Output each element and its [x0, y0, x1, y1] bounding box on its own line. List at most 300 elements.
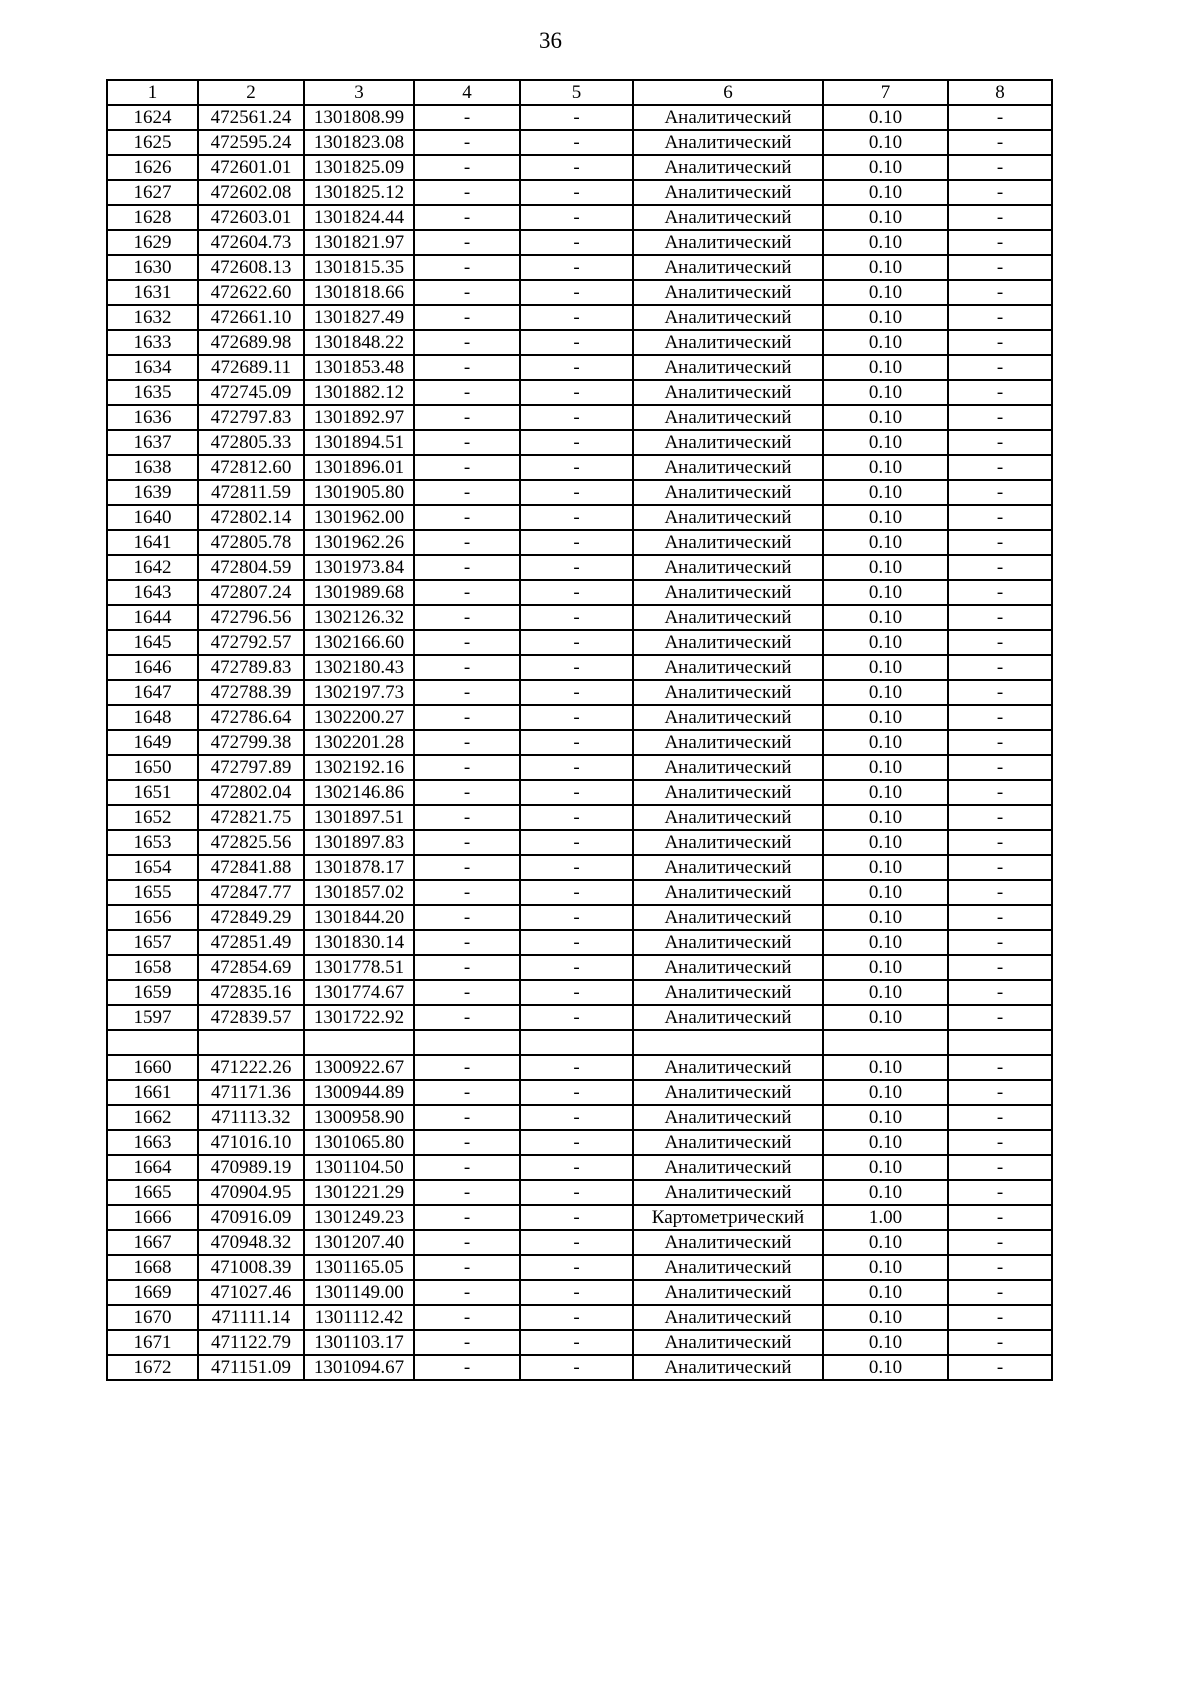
table-cell: Аналитический — [633, 555, 823, 580]
table-cell: - — [520, 480, 633, 505]
table-cell: - — [948, 730, 1052, 755]
table-cell: Аналитический — [633, 305, 823, 330]
table-cell: 1660 — [107, 1055, 198, 1080]
table-cell: 0.10 — [823, 1005, 948, 1030]
table-cell: 472796.56 — [198, 605, 304, 630]
table-cell: 0.10 — [823, 330, 948, 355]
table-cell: - — [414, 330, 520, 355]
table-row — [107, 830, 1052, 855]
table-cell: 472792.57 — [198, 630, 304, 655]
table-cell: 1651 — [107, 780, 198, 805]
table-cell: 1655 — [107, 880, 198, 905]
table-cell: Аналитический — [633, 530, 823, 555]
table-cell: Аналитический — [633, 930, 823, 955]
table-cell: - — [948, 1330, 1052, 1355]
table-cell: 1301905.80 — [304, 480, 414, 505]
table-cell: 0.10 — [823, 305, 948, 330]
table-cell: 472786.64 — [198, 705, 304, 730]
table-cell: 472604.73 — [198, 230, 304, 255]
table-cell: - — [948, 330, 1052, 355]
table-cell: Аналитический — [633, 505, 823, 530]
table-row — [107, 280, 1052, 305]
table-cell: 1301857.02 — [304, 880, 414, 905]
table-cell: 0.10 — [823, 905, 948, 930]
table-cell: 1301778.51 — [304, 955, 414, 980]
table-cell: - — [414, 1105, 520, 1130]
table-cell: 1301249.23 — [304, 1205, 414, 1230]
table-cell: 1301824.44 — [304, 205, 414, 230]
table-cell: 472825.56 — [198, 830, 304, 855]
table-cell: - — [520, 755, 633, 780]
table-cell: 1669 — [107, 1280, 198, 1305]
table-cell: - — [414, 780, 520, 805]
table-cell: - — [520, 505, 633, 530]
table-cell: 1635 — [107, 380, 198, 405]
table-cell: 0.10 — [823, 530, 948, 555]
table-cell: 0.10 — [823, 830, 948, 855]
table-cell: - — [948, 105, 1052, 130]
table-cell: 0.10 — [823, 405, 948, 430]
table-cell: 1302192.16 — [304, 755, 414, 780]
table-cell: - — [414, 955, 520, 980]
table-cell: - — [414, 155, 520, 180]
table-row — [107, 1205, 1052, 1230]
column-header-8: 8 — [948, 80, 1052, 105]
table-cell: Аналитический — [633, 430, 823, 455]
table-cell: - — [948, 630, 1052, 655]
table-cell — [633, 1030, 823, 1055]
table-cell: 0.10 — [823, 655, 948, 680]
table-cell: 1625 — [107, 130, 198, 155]
table-cell: Аналитический — [633, 255, 823, 280]
table-cell: 472622.60 — [198, 280, 304, 305]
table-cell: - — [948, 930, 1052, 955]
table-cell: - — [948, 205, 1052, 230]
table-cell: Аналитический — [633, 1230, 823, 1255]
table-cell: 1628 — [107, 205, 198, 230]
table-cell: 1631 — [107, 280, 198, 305]
table-cell: - — [520, 455, 633, 480]
table-cell: - — [520, 405, 633, 430]
table-cell: 472849.29 — [198, 905, 304, 930]
table-cell: - — [414, 505, 520, 530]
table-cell: 1301897.83 — [304, 830, 414, 855]
table-cell: 1300944.89 — [304, 1080, 414, 1105]
table-cell: 470904.95 — [198, 1180, 304, 1205]
table-cell: 470948.32 — [198, 1230, 304, 1255]
table-cell: 1302166.60 — [304, 630, 414, 655]
table-row — [107, 1180, 1052, 1205]
table-row — [107, 1030, 1052, 1055]
table-cell: Аналитический — [633, 1305, 823, 1330]
table-cell: Аналитический — [633, 830, 823, 855]
table-cell: - — [414, 380, 520, 405]
table-cell: - — [948, 1130, 1052, 1155]
table-cell: Аналитический — [633, 1055, 823, 1080]
table-cell: - — [520, 955, 633, 980]
table-cell: 471008.39 — [198, 1255, 304, 1280]
table-cell: 472799.38 — [198, 730, 304, 755]
table-cell: - — [520, 1055, 633, 1080]
table-row — [107, 1355, 1052, 1380]
table-cell: 472595.24 — [198, 130, 304, 155]
table-row — [107, 855, 1052, 880]
table-cell: - — [520, 880, 633, 905]
table-cell: 1641 — [107, 530, 198, 555]
table-row — [107, 505, 1052, 530]
table-cell: 0.10 — [823, 930, 948, 955]
table-row — [107, 205, 1052, 230]
coordinates-table — [106, 79, 1053, 1381]
table-cell: - — [948, 305, 1052, 330]
table-cell: 1664 — [107, 1155, 198, 1180]
table-cell: - — [414, 305, 520, 330]
table-cell: 472811.59 — [198, 480, 304, 505]
table-cell: - — [414, 1305, 520, 1330]
table-cell: - — [948, 880, 1052, 905]
table-cell: 0.10 — [823, 130, 948, 155]
table-cell: - — [414, 1055, 520, 1080]
table-cell: 1302201.28 — [304, 730, 414, 755]
table-cell: 472821.75 — [198, 805, 304, 830]
table-cell: Аналитический — [633, 205, 823, 230]
table-cell: - — [948, 505, 1052, 530]
table-row — [107, 330, 1052, 355]
table-cell: - — [948, 180, 1052, 205]
table-cell: 0.10 — [823, 155, 948, 180]
table-cell: Аналитический — [633, 780, 823, 805]
table-cell: Аналитический — [633, 105, 823, 130]
table-cell: Аналитический — [633, 755, 823, 780]
table-cell: 1659 — [107, 980, 198, 1005]
table-row — [107, 1255, 1052, 1280]
table-cell: - — [948, 230, 1052, 255]
table-cell: 1663 — [107, 1130, 198, 1155]
table-cell: - — [520, 155, 633, 180]
table-row — [107, 705, 1052, 730]
table-cell: 1301878.17 — [304, 855, 414, 880]
table-cell: - — [414, 255, 520, 280]
table-cell: 472603.01 — [198, 205, 304, 230]
table-cell: - — [414, 455, 520, 480]
table-cell: - — [948, 1155, 1052, 1180]
table-cell: 1301892.97 — [304, 405, 414, 430]
table-cell: 1301094.67 — [304, 1355, 414, 1380]
table-row — [107, 105, 1052, 130]
table-cell: 1662 — [107, 1105, 198, 1130]
table-cell — [948, 1030, 1052, 1055]
table-cell: 1665 — [107, 1180, 198, 1205]
table-cell: - — [520, 130, 633, 155]
table-row — [107, 1055, 1052, 1080]
table-cell: - — [414, 605, 520, 630]
table-cell: - — [520, 330, 633, 355]
table-cell: 0.10 — [823, 1330, 948, 1355]
table-row — [107, 905, 1052, 930]
table-cell: Аналитический — [633, 405, 823, 430]
table-cell: 471113.32 — [198, 1105, 304, 1130]
table-cell: - — [948, 1180, 1052, 1205]
table-row — [107, 180, 1052, 205]
table-cell: Аналитический — [633, 580, 823, 605]
table-cell: - — [520, 1205, 633, 1230]
table-cell: - — [948, 1205, 1052, 1230]
table-cell: 1642 — [107, 555, 198, 580]
table-cell: 1632 — [107, 305, 198, 330]
table-cell: 0.10 — [823, 1255, 948, 1280]
table-cell: 1301989.68 — [304, 580, 414, 605]
table-cell: - — [414, 130, 520, 155]
table-cell: - — [520, 980, 633, 1005]
table-cell: - — [414, 1255, 520, 1280]
table-cell: 0.10 — [823, 580, 948, 605]
table-cell: 472745.09 — [198, 380, 304, 405]
table-cell: - — [414, 930, 520, 955]
table-row — [107, 1305, 1052, 1330]
table-cell: 0.10 — [823, 355, 948, 380]
table-cell: 472839.57 — [198, 1005, 304, 1030]
table-cell: - — [520, 205, 633, 230]
table-cell: - — [948, 455, 1052, 480]
table-cell: - — [520, 1305, 633, 1330]
table-cell: - — [414, 880, 520, 905]
table-cell: 1629 — [107, 230, 198, 255]
table-cell: 471151.09 — [198, 1355, 304, 1380]
table-cell: - — [948, 705, 1052, 730]
table-cell — [107, 1030, 198, 1055]
table-cell: 472788.39 — [198, 680, 304, 705]
table-cell: Аналитический — [633, 130, 823, 155]
table-cell: 472689.11 — [198, 355, 304, 380]
table-cell: 0.10 — [823, 1280, 948, 1305]
table-cell: 0.10 — [823, 1080, 948, 1105]
table-cell: - — [414, 655, 520, 680]
table-cell: - — [948, 405, 1052, 430]
table-cell: 1597 — [107, 1005, 198, 1030]
table-cell: 471111.14 — [198, 1305, 304, 1330]
table-cell: - — [948, 430, 1052, 455]
table-cell: Аналитический — [633, 355, 823, 380]
table-cell: Аналитический — [633, 980, 823, 1005]
table-cell: Картометрический — [633, 1205, 823, 1230]
table-cell: 0.10 — [823, 1155, 948, 1180]
table-cell: Аналитический — [633, 1355, 823, 1380]
table-cell: - — [414, 1355, 520, 1380]
table-cell: - — [414, 1005, 520, 1030]
table-cell: Аналитический — [633, 330, 823, 355]
table-cell: 1667 — [107, 1230, 198, 1255]
table-cell: 1649 — [107, 730, 198, 755]
table-cell: 1637 — [107, 430, 198, 455]
table-cell: Аналитический — [633, 230, 823, 255]
table-cell: - — [414, 1080, 520, 1105]
table-cell: 1650 — [107, 755, 198, 780]
table-cell — [520, 1030, 633, 1055]
table-cell: Аналитический — [633, 1105, 823, 1130]
table-cell: - — [414, 1230, 520, 1255]
table-cell: Аналитический — [633, 655, 823, 680]
table-cell: - — [948, 655, 1052, 680]
table-cell: 0.10 — [823, 505, 948, 530]
table-cell: 1301149.00 — [304, 1280, 414, 1305]
table-cell: Аналитический — [633, 1330, 823, 1355]
table-cell: 1653 — [107, 830, 198, 855]
table-cell: Аналитический — [633, 905, 823, 930]
table-cell: - — [520, 1080, 633, 1105]
table-cell: 1301827.49 — [304, 305, 414, 330]
table-cell: 472804.59 — [198, 555, 304, 580]
table-cell: - — [948, 605, 1052, 630]
page-number: 36 — [539, 28, 562, 53]
table-cell: 0.10 — [823, 255, 948, 280]
table-cell: 0.10 — [823, 605, 948, 630]
column-header-4: 4 — [414, 80, 520, 105]
table-cell: 472805.33 — [198, 430, 304, 455]
table-cell: 0.10 — [823, 980, 948, 1005]
table-cell: - — [520, 1005, 633, 1030]
table-row — [107, 780, 1052, 805]
table-cell: 1301821.97 — [304, 230, 414, 255]
table-cell: 1640 — [107, 505, 198, 530]
table-cell: 1301112.42 — [304, 1305, 414, 1330]
table-cell: 1301844.20 — [304, 905, 414, 930]
table-cell: 472802.14 — [198, 505, 304, 530]
column-header-3: 3 — [304, 80, 414, 105]
column-header-5: 5 — [520, 80, 633, 105]
table-cell: - — [520, 1180, 633, 1205]
table-cell: - — [948, 680, 1052, 705]
table-cell: Аналитический — [633, 605, 823, 630]
table-cell: 0.10 — [823, 805, 948, 830]
table-cell: - — [520, 430, 633, 455]
table-cell: 1656 — [107, 905, 198, 930]
table-cell: 1301818.66 — [304, 280, 414, 305]
table-cell: - — [414, 1205, 520, 1230]
table-cell: Аналитический — [633, 455, 823, 480]
table-cell: 1302197.73 — [304, 680, 414, 705]
table-cell: 1671 — [107, 1330, 198, 1355]
table-cell: - — [520, 305, 633, 330]
table-cell: 0.10 — [823, 455, 948, 480]
table-row — [107, 1155, 1052, 1180]
table-cell: 1301165.05 — [304, 1255, 414, 1280]
table-cell: - — [414, 355, 520, 380]
table-header — [107, 80, 1052, 105]
table-cell: 0.10 — [823, 280, 948, 305]
table-row — [107, 305, 1052, 330]
table-cell: 1633 — [107, 330, 198, 355]
table-cell: 1301853.48 — [304, 355, 414, 380]
table-row — [107, 1280, 1052, 1305]
table-cell: 1301722.92 — [304, 1005, 414, 1030]
table-cell: - — [414, 1130, 520, 1155]
table-row — [107, 630, 1052, 655]
table-cell: Аналитический — [633, 1255, 823, 1280]
table-cell: - — [948, 530, 1052, 555]
table-cell: - — [414, 405, 520, 430]
table-cell: - — [948, 1080, 1052, 1105]
table-cell: 1670 — [107, 1305, 198, 1330]
table-cell: 1647 — [107, 680, 198, 705]
table-cell: 472802.04 — [198, 780, 304, 805]
table-cell: 472608.13 — [198, 255, 304, 280]
table-row — [107, 405, 1052, 430]
table-cell: - — [520, 1130, 633, 1155]
table-cell: 0.10 — [823, 1180, 948, 1205]
table-row — [107, 1330, 1052, 1355]
table-cell: - — [948, 130, 1052, 155]
table-cell: - — [520, 905, 633, 930]
table-cell: 1300958.90 — [304, 1105, 414, 1130]
table-cell: 471122.79 — [198, 1330, 304, 1355]
table-cell: Аналитический — [633, 855, 823, 880]
table-cell: 1672 — [107, 1355, 198, 1380]
table-cell: - — [948, 1280, 1052, 1305]
table-cell: 472601.01 — [198, 155, 304, 180]
table-cell: 1666 — [107, 1205, 198, 1230]
table-cell: 1636 — [107, 405, 198, 430]
table-cell: Аналитический — [633, 805, 823, 830]
column-header-2: 2 — [198, 80, 304, 105]
table-cell: 1302180.43 — [304, 655, 414, 680]
table-cell: 1301103.17 — [304, 1330, 414, 1355]
table-cell: - — [948, 580, 1052, 605]
table-row — [107, 880, 1052, 905]
table-cell: 471171.36 — [198, 1080, 304, 1105]
table-cell — [304, 1030, 414, 1055]
table-cell: - — [948, 480, 1052, 505]
table-cell: 1658 — [107, 955, 198, 980]
table-cell: 1652 — [107, 805, 198, 830]
table-cell: 1661 — [107, 1080, 198, 1105]
table-cell: 1301894.51 — [304, 430, 414, 455]
table-cell: Аналитический — [633, 1155, 823, 1180]
table-cell: - — [948, 755, 1052, 780]
table-cell: 472835.16 — [198, 980, 304, 1005]
table-cell: - — [414, 530, 520, 555]
column-header-6: 6 — [633, 80, 823, 105]
table-cell: - — [414, 755, 520, 780]
table-cell: 1301774.67 — [304, 980, 414, 1005]
table-cell: 1645 — [107, 630, 198, 655]
table-cell: - — [414, 555, 520, 580]
table-cell: 1627 — [107, 180, 198, 205]
table-cell: 1644 — [107, 605, 198, 630]
table-cell: 0.10 — [823, 755, 948, 780]
table-cell: 471027.46 — [198, 1280, 304, 1305]
table-cell — [198, 1030, 304, 1055]
table-cell: 472561.24 — [198, 105, 304, 130]
table-cell — [414, 1030, 520, 1055]
table-cell: 1626 — [107, 155, 198, 180]
table-row — [107, 355, 1052, 380]
table-cell — [823, 1030, 948, 1055]
table-cell: - — [414, 1155, 520, 1180]
table-cell: - — [414, 980, 520, 1005]
table-cell: 1301808.99 — [304, 105, 414, 130]
table-cell: - — [520, 830, 633, 855]
table-cell: - — [414, 1330, 520, 1355]
table-row — [107, 130, 1052, 155]
table-cell: - — [948, 1305, 1052, 1330]
table-cell: 0.10 — [823, 855, 948, 880]
table-cell: 1657 — [107, 930, 198, 955]
table-cell: - — [948, 980, 1052, 1005]
table-cell: - — [414, 855, 520, 880]
table-cell: 1634 — [107, 355, 198, 380]
table-cell: Аналитический — [633, 705, 823, 730]
table-cell: 1301207.40 — [304, 1230, 414, 1255]
